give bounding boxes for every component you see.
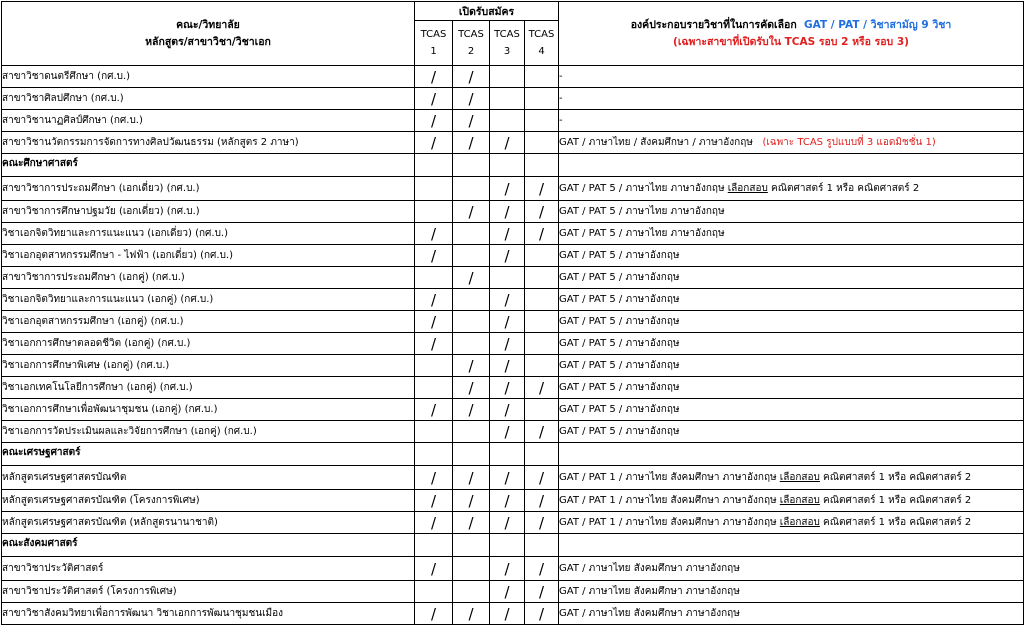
- tcas-4-check-mark: /: [538, 179, 545, 198]
- tcas-2-cell: [453, 421, 490, 443]
- tcas-3-cell: [490, 223, 525, 245]
- tcas-3-check-mark: /: [504, 290, 510, 309]
- table-row: [2, 245, 1024, 267]
- tcas-4-cell: [525, 223, 559, 245]
- table-row: [2, 132, 1024, 154]
- components-text: -: [559, 71, 563, 82]
- tcas-1-cell: [415, 267, 453, 289]
- tcas-1-check-mark: /: [430, 400, 437, 419]
- tcas-cell-empty: [490, 443, 525, 466]
- tcas-2-check-mark: /: [468, 89, 474, 108]
- components-text: GAT / PAT 5 / ภาษาอังกฤษ: [559, 272, 680, 283]
- header-components-note: (เฉพาะสาขาที่เปิดรับใน TCAS รอบ 2 หรือ รอบ 3): [673, 35, 909, 48]
- header-tcas-1: [415, 21, 453, 66]
- tcas-2-cell: [453, 333, 490, 355]
- tcas-2-cell: [453, 581, 490, 603]
- program-name: สาขาวิชาศิลปศึกษา (กศ.บ.): [2, 88, 415, 110]
- table-row: [2, 377, 1024, 399]
- program-name: สาขาวิชาประวัติศาสตร์ (โครงการพิเศษ): [2, 581, 415, 603]
- tcas-cell-empty: [525, 534, 559, 557]
- components-text: GAT / PAT 5 / ภาษาไทย ภาษาอังกฤษ: [559, 183, 728, 194]
- tcas-2-check-mark: /: [468, 468, 474, 487]
- tcas-2-check-mark: /: [468, 67, 474, 86]
- header-tcas-label: TCAS: [420, 29, 447, 40]
- tcas-2-cell: [453, 223, 490, 245]
- components-cell: [559, 66, 1024, 88]
- components-text: GAT / PAT 5 / ภาษาไทย ภาษาอังกฤษ: [559, 228, 725, 239]
- tcas-1-cell: [415, 512, 453, 534]
- tcas-3-cell: [490, 132, 525, 154]
- tcas-1-cell: [415, 377, 453, 399]
- components-text: GAT / PAT 5 / ภาษาอังกฤษ: [559, 250, 680, 261]
- tcas-3-check-mark: /: [504, 400, 510, 419]
- tcas-4-cell: [525, 88, 559, 110]
- tcas-3-check-mark: /: [504, 559, 510, 578]
- tcas-1-check-mark: /: [430, 513, 437, 532]
- tcas-3-cell: [490, 399, 525, 421]
- components-cell: [559, 399, 1024, 421]
- components-choice-detail: คณิตศาสตร์ 1 หรือ คณิตศาสตร์ 2: [819, 472, 972, 483]
- program-name: หลักสูตรเศรษฐศาสตรบัณฑิต (โครงการพิเศษ): [2, 490, 415, 512]
- tcas-2-check-mark: /: [468, 133, 474, 152]
- tcas-2-check-mark: /: [468, 604, 474, 623]
- components-text: GAT / PAT 5 / ภาษาอังกฤษ: [559, 404, 680, 415]
- components-cell-empty: [559, 534, 1024, 557]
- tcas-1-check-mark: /: [430, 468, 437, 487]
- header-components-subjects: GAT / PAT / วิชาสามัญ 9 วิชา: [804, 18, 952, 31]
- program-name: สาขาวิชาประวัติศาสตร์: [2, 557, 415, 581]
- program-name: วิชาเอกการศึกษาพิเศษ (เอกคู่) (กศ.บ.): [2, 355, 415, 377]
- table-row: [2, 201, 1024, 223]
- components-note: (เฉพาะ TCAS รูปแบบที่ 3 แอดมิชชั่น 1): [762, 137, 936, 148]
- components-text: GAT / PAT 5 / ภาษาไทย ภาษาอังกฤษ: [559, 206, 725, 217]
- faculty-name: คณะศึกษาศาสตร์: [2, 154, 415, 177]
- tcas-1-cell: [415, 223, 453, 245]
- faculty-row: [2, 154, 1024, 177]
- tcas-4-cell: [525, 66, 559, 88]
- tcas-2-check-mark: /: [468, 513, 474, 532]
- tcas-4-cell: [525, 603, 559, 625]
- tcas-1-check-mark: /: [430, 334, 437, 353]
- tcas-1-check-mark: /: [430, 67, 437, 86]
- tcas-1-check-mark: /: [430, 491, 437, 510]
- tcas-2-cell: [453, 399, 490, 421]
- faculty-name: คณะเศรษฐศาสตร์: [2, 443, 415, 466]
- tcas-2-cell: [453, 311, 490, 333]
- tcas-3-check-mark: /: [504, 422, 510, 441]
- table-row: [2, 311, 1024, 333]
- tcas-4-cell: [525, 355, 559, 377]
- tcas-4-cell: [525, 110, 559, 132]
- tcas-4-cell: [525, 132, 559, 154]
- tcas-3-check-mark: /: [504, 468, 510, 487]
- components-text: GAT / ภาษาไทย สังคมศึกษา ภาษาอังกฤษ: [559, 563, 740, 574]
- tcas-cell-empty: [490, 154, 525, 177]
- components-cell: [559, 110, 1024, 132]
- table-row: [2, 223, 1024, 245]
- header-open: เปิดรับสมัคร: [415, 2, 559, 21]
- tcas-3-cell: [490, 355, 525, 377]
- tcas-3-check-mark: /: [504, 179, 510, 198]
- tcas-3-cell: [490, 421, 525, 443]
- tcas-3-cell: [490, 110, 525, 132]
- components-cell: [559, 490, 1024, 512]
- tcas-cell-empty: [525, 443, 559, 466]
- components-cell-empty: [559, 443, 1024, 466]
- tcas-3-cell: [490, 245, 525, 267]
- tcas-2-cell: [453, 603, 490, 625]
- tcas-4-cell: [525, 333, 559, 355]
- tcas-cell-empty: [415, 443, 453, 466]
- tcas-4-check-mark: /: [538, 468, 545, 487]
- header-faculty-line1: คณะ/วิทยาลัย: [176, 18, 240, 31]
- header-tcas-num: 1: [430, 46, 437, 57]
- tcas-cell-empty: [415, 154, 453, 177]
- header-faculty: [2, 2, 415, 66]
- tcas-2-check-mark: /: [468, 491, 474, 510]
- program-name: สาขาวิชาดนตรีศึกษา (กศ.บ.): [2, 66, 415, 88]
- tcas-4-check-mark: /: [538, 582, 545, 601]
- faculty-row: [2, 534, 1024, 557]
- program-name: สาขาวิชานวัตกรรมการจัดการทางศิลปวัฒนธรรม (หลักสูตร 2 ภาษา): [2, 132, 415, 154]
- tcas-3-check-mark: /: [504, 334, 510, 353]
- table-row: [2, 557, 1024, 581]
- admission-table: [1, 1, 1024, 625]
- tcas-1-cell: [415, 177, 453, 201]
- table-row: [2, 490, 1024, 512]
- table-row: [2, 88, 1024, 110]
- program-name: วิชาเอกการศึกษาตลอดชีวิต (เอกคู่) (กศ.บ.): [2, 333, 415, 355]
- tcas-1-cell: [415, 311, 453, 333]
- components-text: GAT / ภาษาไทย สังคมศึกษา ภาษาอังกฤษ: [559, 586, 740, 597]
- tcas-4-check-mark: /: [538, 604, 545, 623]
- tcas-4-cell: [525, 490, 559, 512]
- tcas-3-cell: [490, 289, 525, 311]
- tcas-1-cell: [415, 201, 453, 223]
- components-cell: [559, 603, 1024, 625]
- tcas-1-cell: [415, 603, 453, 625]
- tcas-3-cell: [490, 466, 525, 490]
- components-cell: [559, 132, 1024, 154]
- program-name: หลักสูตรเศรษฐศาสตรบัณฑิต (หลักสูตรนานาชาติ): [2, 512, 415, 534]
- components-cell: [559, 289, 1024, 311]
- tcas-2-check-mark: /: [468, 378, 474, 397]
- program-name: วิชาเอกการวัดประเมินผลและวิจัยการศึกษา (เอกคู่) (กศ.บ.): [2, 421, 415, 443]
- table-row: [2, 355, 1024, 377]
- tcas-1-cell: [415, 289, 453, 311]
- components-text: GAT / PAT 1 / ภาษาไทย สังคมศึกษา ภาษาอังกฤษ: [559, 472, 780, 483]
- header-tcas-3: [490, 21, 525, 66]
- tcas-1-cell: [415, 466, 453, 490]
- tcas-4-cell: [525, 557, 559, 581]
- components-cell: [559, 581, 1024, 603]
- components-cell: [559, 245, 1024, 267]
- tcas-2-cell: [453, 289, 490, 311]
- header-tcas-num: 4: [538, 46, 545, 57]
- tcas-2-cell: [453, 377, 490, 399]
- tcas-3-cell: [490, 512, 525, 534]
- components-choice: เลือกสอบ: [779, 517, 820, 528]
- header-components-title-text: องค์ประกอบรายวิชาที่ในการคัดเลือก: [630, 18, 797, 31]
- program-name: วิชาเอกอุตสาหกรรมศึกษา (เอกคู่) (กศ.บ.): [2, 311, 415, 333]
- components-text: GAT / PAT 5 / ภาษาอังกฤษ: [559, 426, 680, 437]
- tcas-4-cell: [525, 421, 559, 443]
- tcas-1-check-mark: /: [430, 312, 437, 331]
- tcas-1-cell: [415, 245, 453, 267]
- header-components: [559, 2, 1024, 66]
- components-cell: [559, 201, 1024, 223]
- tcas-3-cell: [490, 311, 525, 333]
- tcas-2-cell: [453, 110, 490, 132]
- tcas-2-check-mark: /: [468, 400, 474, 419]
- table-row: [2, 581, 1024, 603]
- components-text: GAT / PAT 5 / ภาษาอังกฤษ: [559, 294, 680, 305]
- header-tcas-num: 3: [503, 46, 511, 57]
- tcas-1-cell: [415, 333, 453, 355]
- components-cell: [559, 267, 1024, 289]
- table-row: [2, 466, 1024, 490]
- tcas-1-check-mark: /: [430, 89, 437, 108]
- tcas-3-cell: [490, 66, 525, 88]
- tcas-4-check-mark: /: [538, 224, 545, 243]
- tcas-3-check-mark: /: [504, 246, 510, 265]
- tcas-3-check-mark: /: [504, 224, 510, 243]
- tcas-2-cell: [453, 177, 490, 201]
- tcas-2-cell: [453, 66, 490, 88]
- program-name: วิชาเอกเทคโนโลยีการศึกษา (เอกคู่) (กศ.บ.): [2, 377, 415, 399]
- tcas-4-cell: [525, 581, 559, 603]
- program-name: สาขาวิชานาฏศิลป์ศึกษา (กศ.บ.): [2, 110, 415, 132]
- components-cell: [559, 223, 1024, 245]
- components-text: -: [559, 93, 563, 104]
- tcas-4-cell: [525, 267, 559, 289]
- tcas-1-cell: [415, 132, 453, 154]
- tcas-4-cell: [525, 177, 559, 201]
- tcas-4-cell: [525, 201, 559, 223]
- table-row: [2, 177, 1024, 201]
- components-cell: [559, 377, 1024, 399]
- program-name: สาขาวิชาการศึกษาปฐมวัย (เอกเดี่ยว) (กศ.บ.): [2, 201, 415, 223]
- tcas-1-check-mark: /: [430, 224, 437, 243]
- tcas-2-cell: [453, 466, 490, 490]
- tcas-3-cell: [490, 267, 525, 289]
- table-row: [2, 399, 1024, 421]
- tcas-4-cell: [525, 289, 559, 311]
- tcas-1-cell: [415, 421, 453, 443]
- components-cell: [559, 421, 1024, 443]
- tcas-4-cell: [525, 512, 559, 534]
- tcas-3-check-mark: /: [504, 582, 510, 601]
- tcas-4-cell: [525, 311, 559, 333]
- components-text: GAT / PAT 5 / ภาษาอังกฤษ: [559, 338, 680, 349]
- tcas-3-check-mark: /: [504, 378, 510, 397]
- tcas-cell-empty: [415, 534, 453, 557]
- tcas-1-cell: [415, 490, 453, 512]
- tcas-2-check-mark: /: [468, 111, 474, 130]
- tcas-1-cell: [415, 355, 453, 377]
- components-cell: [559, 311, 1024, 333]
- tcas-1-check-mark: /: [430, 133, 437, 152]
- tcas-2-cell: [453, 132, 490, 154]
- program-name: วิชาเอกจิตวิทยาและการแนะแนว (เอกคู่) (กศ.บ.): [2, 289, 415, 311]
- table-body: [2, 66, 1024, 625]
- tcas-1-cell: [415, 88, 453, 110]
- table-row: [2, 66, 1024, 88]
- components-text: GAT / PAT 1 / ภาษาไทย สังคมศึกษา ภาษาอังกฤษ: [559, 495, 780, 506]
- table-row: [2, 603, 1024, 625]
- components-choice: เลือกสอบ: [779, 472, 820, 483]
- tcas-4-cell: [525, 377, 559, 399]
- table-row: [2, 333, 1024, 355]
- tcas-4-cell: [525, 245, 559, 267]
- tcas-1-check-mark: /: [430, 604, 437, 623]
- components-cell: [559, 466, 1024, 490]
- tcas-3-cell: [490, 377, 525, 399]
- components-cell: [559, 333, 1024, 355]
- tcas-3-check-mark: /: [504, 312, 510, 331]
- header-tcas-label: TCAS: [458, 29, 484, 40]
- components-cell: [559, 88, 1024, 110]
- components-text: GAT / PAT 5 / ภาษาอังกฤษ: [559, 382, 680, 393]
- tcas-4-check-mark: /: [538, 378, 545, 397]
- table-row: [2, 267, 1024, 289]
- tcas-cell-empty: [453, 443, 490, 466]
- tcas-3-cell: [490, 177, 525, 201]
- tcas-1-cell: [415, 557, 453, 581]
- tcas-3-check-mark: /: [504, 202, 510, 221]
- components-text: GAT / PAT 5 / ภาษาอังกฤษ: [559, 316, 680, 327]
- header-tcas-label: TCAS: [494, 29, 520, 40]
- components-text: -: [559, 115, 563, 126]
- components-cell: [559, 355, 1024, 377]
- program-name: สาขาวิชาสังคมวิทยาเพื่อการพัฒนา วิชาเอกการพัฒนาชุมชนเมือง: [2, 603, 415, 625]
- tcas-4-check-mark: /: [538, 202, 545, 221]
- components-cell: [559, 557, 1024, 581]
- tcas-3-cell: [490, 603, 525, 625]
- table-row: [2, 110, 1024, 132]
- tcas-4-check-mark: /: [538, 491, 545, 510]
- tcas-2-cell: [453, 245, 490, 267]
- tcas-2-cell: [453, 512, 490, 534]
- tcas-4-check-mark: /: [538, 422, 545, 441]
- tcas-2-check-mark: /: [468, 202, 474, 221]
- components-choice-detail: คณิตศาสตร์ 1 หรือ คณิตศาสตร์ 2: [767, 183, 920, 194]
- components-choice-detail: คณิตศาสตร์ 1 หรือ คณิตศาสตร์ 2: [819, 517, 972, 528]
- program-name: วิชาเอกการศึกษาเพื่อพัฒนาชุมชน (เอกคู่) (กศ.บ.): [2, 399, 415, 421]
- program-name: วิชาเอกจิตวิทยาและการแนะแนว (เอกเดี่ยว) (กศ.บ.): [2, 223, 415, 245]
- tcas-4-check-mark: /: [538, 513, 545, 532]
- tcas-3-check-mark: /: [504, 491, 510, 510]
- tcas-3-cell: [490, 490, 525, 512]
- faculty-name: คณะสังคมศาสตร์: [2, 534, 415, 557]
- tcas-4-check-mark: /: [538, 559, 545, 578]
- components-text: GAT / PAT 5 / ภาษาอังกฤษ: [559, 360, 680, 371]
- header-faculty-line2: หลักสูตร/สาขาวิชา/วิชาเอก: [145, 35, 271, 48]
- tcas-3-check-mark: /: [504, 513, 510, 532]
- tcas-1-cell: [415, 399, 453, 421]
- tcas-cell-empty: [453, 154, 490, 177]
- tcas-3-check-mark: /: [504, 604, 510, 623]
- tcas-cell-empty: [525, 154, 559, 177]
- tcas-1-check-mark: /: [430, 290, 437, 309]
- components-choice: เลือกสอบ: [779, 495, 820, 506]
- tcas-1-check-mark: /: [430, 246, 437, 265]
- tcas-cell-empty: [453, 534, 490, 557]
- components-choice-detail: คณิตศาสตร์ 1 หรือ คณิตศาสตร์ 2: [819, 495, 972, 506]
- header-components-title: [559, 17, 1023, 34]
- table-row: [2, 289, 1024, 311]
- components-choice: เลือกสอบ: [727, 183, 768, 194]
- components-cell: [559, 177, 1024, 201]
- tcas-4-cell: [525, 466, 559, 490]
- components-cell-empty: [559, 154, 1024, 177]
- tcas-4-cell: [525, 399, 559, 421]
- header-tcas-label: TCAS: [528, 29, 555, 40]
- tcas-2-cell: [453, 267, 490, 289]
- tcas-2-cell: [453, 557, 490, 581]
- tcas-3-cell: [490, 557, 525, 581]
- table-row: [2, 512, 1024, 534]
- components-text: GAT / PAT 1 / ภาษาไทย สังคมศึกษา ภาษาอังกฤษ: [559, 517, 780, 528]
- tcas-3-check-mark: /: [504, 133, 510, 152]
- tcas-2-check-mark: /: [468, 268, 474, 287]
- tcas-1-cell: [415, 581, 453, 603]
- tcas-2-cell: [453, 88, 490, 110]
- faculty-row: [2, 443, 1024, 466]
- tcas-1-cell: [415, 66, 453, 88]
- tcas-1-cell: [415, 110, 453, 132]
- tcas-2-cell: [453, 201, 490, 223]
- header-tcas-4: [525, 21, 559, 66]
- tcas-2-cell: [453, 490, 490, 512]
- table-row: [2, 421, 1024, 443]
- tcas-3-cell: [490, 581, 525, 603]
- tcas-cell-empty: [490, 534, 525, 557]
- tcas-1-check-mark: /: [430, 559, 437, 578]
- program-name: สาขาวิชาการประถมศึกษา (เอกเดี่ยว) (กศ.บ.): [2, 177, 415, 201]
- tcas-1-check-mark: /: [430, 111, 437, 130]
- tcas-3-cell: [490, 88, 525, 110]
- tcas-3-cell: [490, 333, 525, 355]
- tcas-2-cell: [453, 355, 490, 377]
- program-name: สาขาวิชาการประถมศึกษา (เอกคู่) (กศ.บ.): [2, 267, 415, 289]
- components-text: GAT / ภาษาไทย สังคมศึกษา ภาษาอังกฤษ: [559, 608, 740, 619]
- program-name: วิชาเอกอุตสาหกรรมศึกษา - ไฟฟ้า (เอกเดี่ยว) (กศ.บ.): [2, 245, 415, 267]
- program-name: หลักสูตรเศรษฐศาสตรบัณฑิต: [2, 466, 415, 490]
- header-tcas-2: [453, 21, 490, 66]
- tcas-3-cell: [490, 201, 525, 223]
- components-cell: [559, 512, 1024, 534]
- tcas-2-check-mark: /: [468, 356, 474, 375]
- components-text: GAT / ภาษาไทย / สังคมศึกษา / ภาษาอังกฤษ: [559, 137, 753, 148]
- header-tcas-num: 2: [467, 46, 475, 57]
- tcas-3-check-mark: /: [504, 356, 510, 375]
